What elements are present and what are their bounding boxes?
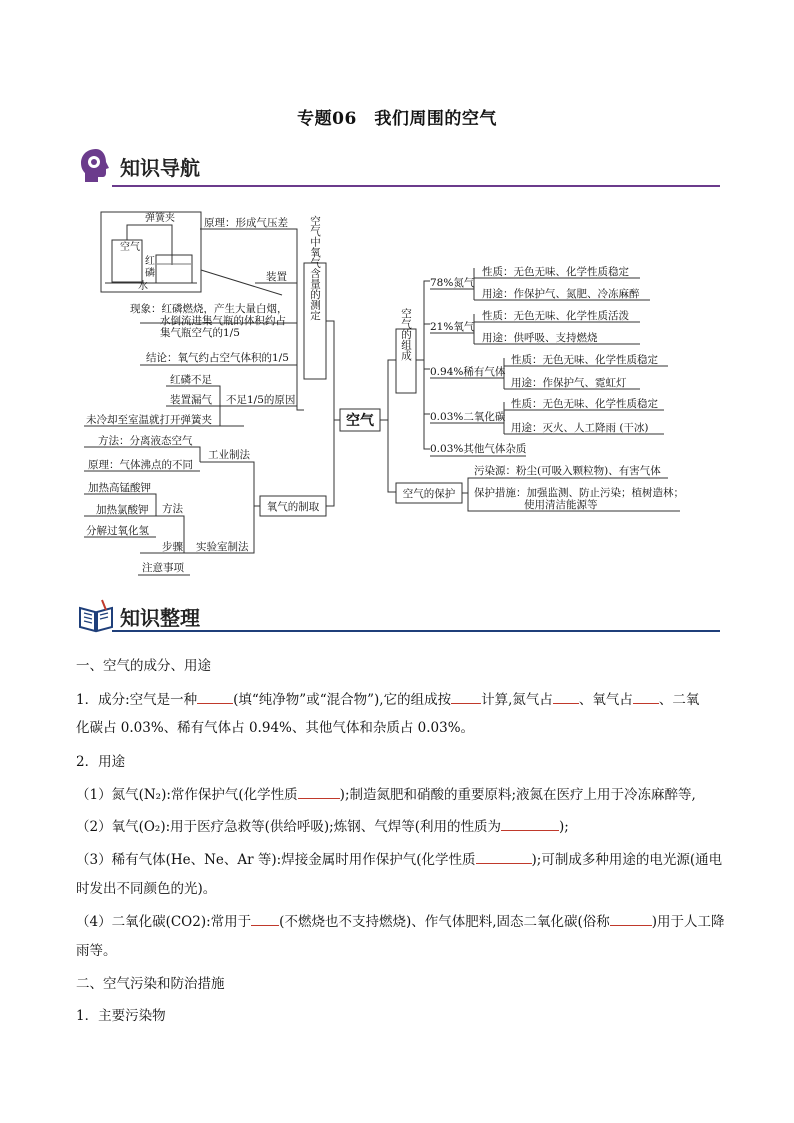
reason-3: 未冷却至室温就打开弹簧夹 (86, 414, 212, 426)
section-header-review (76, 596, 720, 636)
use-noble-gas: （3）稀有气体(He、Ne、Ar 等):焊接金属时用作保护气(化学性质 );可制成多种用途的电光源(通电 (76, 848, 726, 868)
blank-co2-use[interactable] (251, 911, 279, 926)
comp-prop-noble: 性质：无色无味、化学性质稳定 (511, 354, 658, 366)
page-title: 专题06 我们周围的空气 (297, 109, 497, 129)
industrial-method: 方法：分离液态空气 (98, 435, 193, 447)
comp-use-noble: 用途：作保护气、霓虹灯 (511, 377, 627, 389)
protection-title: 空气的保护 (402, 488, 456, 500)
pollution-source: 污染源：粉尘(可吸入颗粒物)、有害气体 (474, 465, 661, 477)
heading-pollutants: 1．主要污染物 (76, 1008, 166, 1024)
use-co2: （4）二氧化碳(CO2):常用于 (不燃烧也不支持燃烧)、作气体肥料,固态二氧化碳(俗称 )用于人工降 (76, 910, 726, 930)
open-book-icon (76, 596, 116, 636)
comp-prop-n2: 性质：无色无味、化学性质稳定 (482, 266, 629, 278)
section-title-review: 知识整理 (120, 606, 200, 630)
measure-title: 空气中氧气含量的测定 (309, 215, 321, 321)
composition-title: 空气的组成 (400, 307, 412, 361)
apparatus-water-label: 水 (138, 281, 148, 292)
paragraph-composition: 1．成分:空气是一种 (填“纯净物”或“混合物”),它的组成按 计算,氮气占 、氧气占 、二氧 (76, 688, 726, 708)
lab-method-kmno4: 加热高锰酸钾 (88, 482, 151, 494)
center-node: 空气 (346, 413, 374, 429)
heading-composition-use: 一、空气的成分、用途 (76, 658, 211, 674)
blank-noble-property[interactable] (476, 849, 532, 864)
heading-pollution: 二、空气污染和防治措施 (76, 976, 225, 992)
measure-phenomenon-3: 集气瓶空气的1/5 (160, 327, 240, 339)
lab-methods-label: 方法 (162, 503, 183, 515)
blank-o2-property[interactable] (501, 816, 559, 831)
blank-n2-percent[interactable] (553, 689, 579, 704)
measure-principle: 原理：形成气压差 (204, 217, 288, 229)
measure-conclusion: 结论：氧气约占空气体积的1/5 (146, 352, 289, 364)
comp-use-o2: 用途：供呼吸、支持燃烧 (482, 332, 598, 344)
comp-name-noble: 0.94%稀有气体 (430, 366, 506, 378)
use-oxygen: （2）氧气(O₂):用于医疗急救等(供给呼吸);炼钢、气焊等(利用的性质为 ); (76, 815, 726, 835)
measure-device: 装置 (266, 271, 287, 283)
blank-basis[interactable] (451, 689, 481, 704)
comp-name-n2: 78%氮气 (430, 277, 475, 289)
lab-notes: 注意事项 (142, 562, 184, 574)
reason-1: 红磷不足 (170, 374, 212, 386)
comp-name-other: 0.03%其他气体杂质 (430, 443, 527, 455)
measure-phenomenon-2: 水倒流进集气瓶的体积约占 (160, 315, 286, 327)
apparatus-phos-label: 磷 (145, 268, 155, 279)
comp-use-co2: 用途：灭火、人工降雨 (干冰) (511, 422, 649, 434)
use-nitrogen: （1）氮气(N₂):常作保护气(化学性质 );制造氮肥和硝酸的重要原料;液氮在医疗上用于冷冻麻醉等, (76, 783, 726, 803)
reason-2: 装置漏气 (170, 394, 212, 406)
blank-o2-percent[interactable] (633, 689, 659, 704)
heading-uses: 2．用途 (76, 754, 126, 770)
making-title: 氧气的制取 (266, 501, 320, 513)
comp-use-n2: 用途：作保护气、氮肥、冷冻麻醉 (482, 288, 640, 300)
use-noble-gas-cont: 时发出不同颜色的光)。 (76, 881, 217, 897)
lab-method-h2o2: 分解过氧化氢 (86, 525, 149, 537)
apparatus-clip-label: 弹簧夹 (145, 213, 175, 224)
blank-dry-ice[interactable] (610, 911, 652, 926)
lab-method-title: 实验室制法 (196, 541, 249, 553)
comp-prop-co2: 性质：无色无味、化学性质稳定 (511, 398, 658, 410)
reason-title: 不足1/5的原因 (226, 394, 296, 406)
industrial-method-title: 工业制法 (208, 449, 250, 461)
measure-phenomenon-1: 现象：红磷燃烧，产生大量白烟， (130, 303, 288, 315)
section-rule (112, 630, 720, 632)
protection-measures-1: 保护措施：加强监测、防止污染；植树造林； (474, 487, 684, 499)
apparatus-air-label: 空气 (120, 242, 140, 253)
use-co2-cont: 雨等。 (76, 943, 117, 959)
apparatus-red-label: 红 (145, 256, 155, 267)
protection-measures-2: 使用清洁能源等 (524, 499, 598, 511)
blank-mixture[interactable] (197, 689, 233, 704)
apparatus-box (101, 212, 201, 292)
comp-name-co2: 0.03%二氧化碳 (430, 411, 506, 423)
lab-method-kclo3: 加热氯酸钾 (96, 504, 149, 516)
blank-n2-property[interactable] (298, 784, 340, 799)
comp-name-o2: 21%氧气 (430, 321, 475, 333)
paragraph-composition-cont: 化碳占 0.03%、稀有气体占 0.94%、其他气体和杂质占 0.03%。 (76, 720, 475, 736)
industrial-principle: 原理：气体沸点的不同 (88, 459, 193, 471)
comp-prop-o2: 性质：无色无味、化学性质活泼 (482, 310, 629, 322)
section-title-nav: 知识导航 (120, 156, 200, 180)
lab-steps: 步骤 (162, 541, 183, 553)
